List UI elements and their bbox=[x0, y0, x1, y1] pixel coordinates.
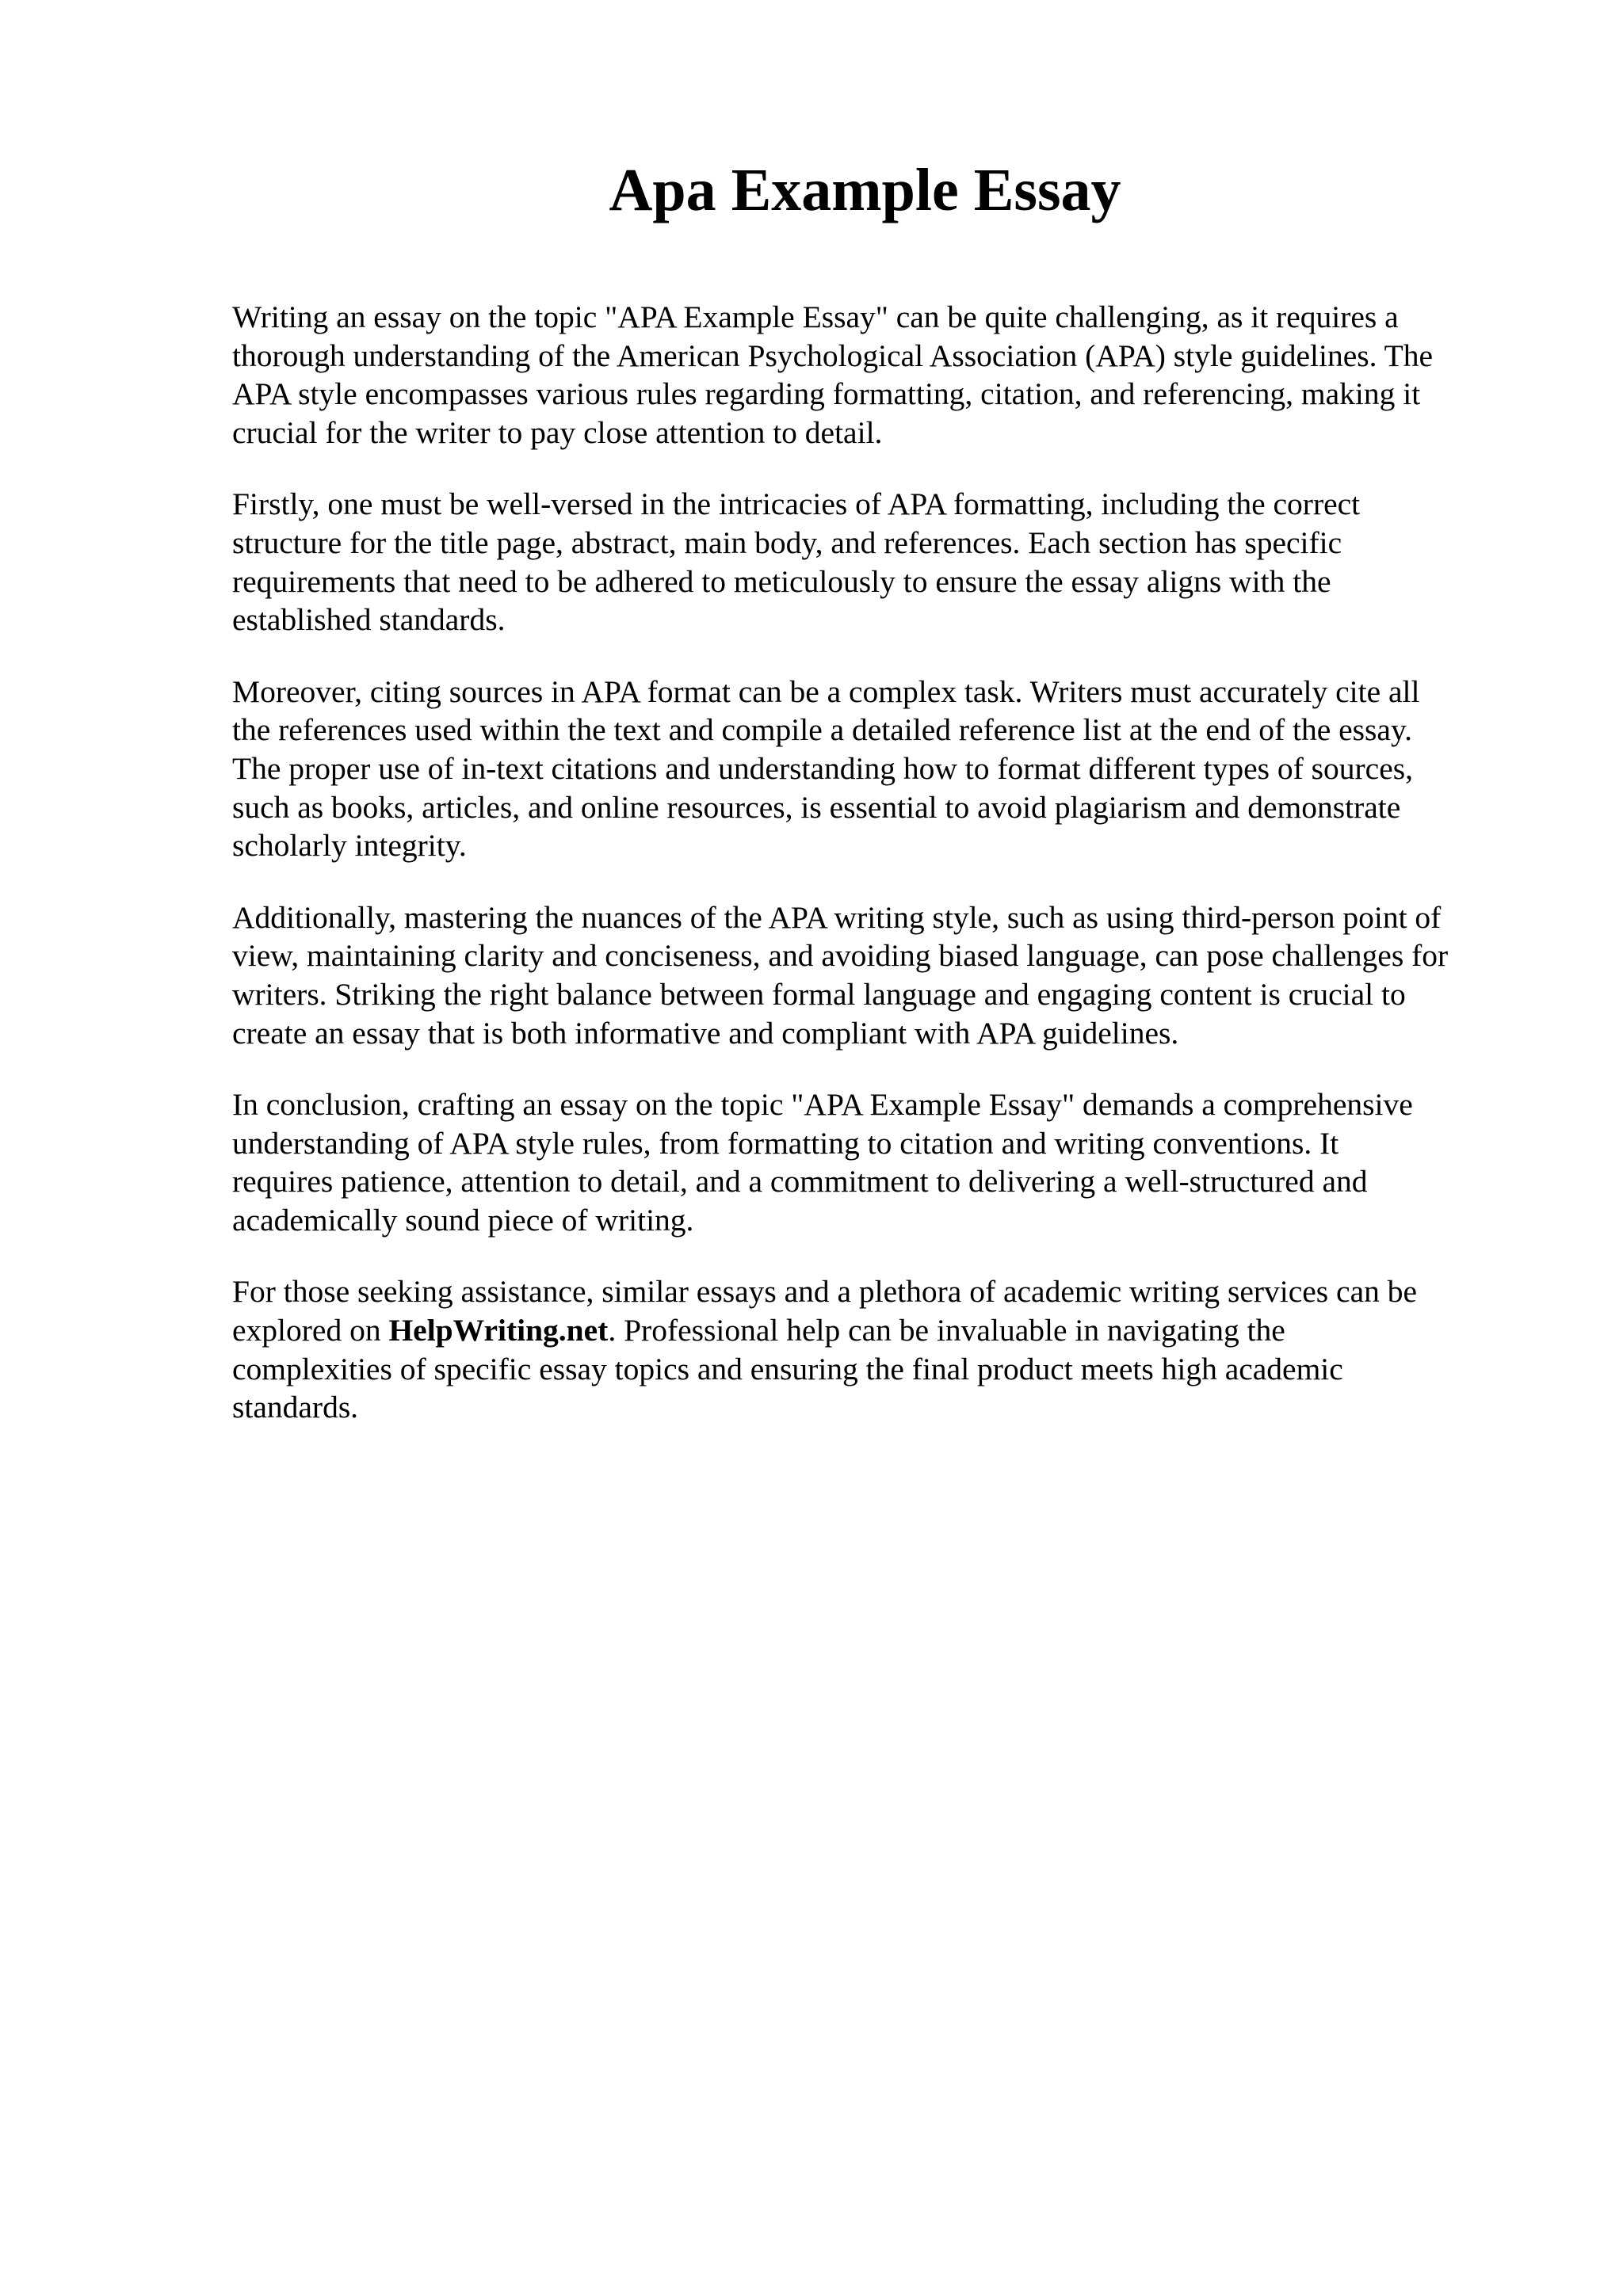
text-line: academically sound piece of writing. bbox=[232, 1202, 694, 1238]
text-line: scholarly integrity. bbox=[232, 828, 467, 864]
document-body bbox=[232, 298, 1532, 1460]
text-line: the references used within the text and compile a detailed reference list at the end of the essay. bbox=[232, 712, 1413, 748]
text-line: The proper use of in-text citations and understanding how to format different types of sources, bbox=[232, 750, 1413, 786]
text-line: view, maintaining clarity and conciseness, and avoiding biased language, can pose challenges for bbox=[232, 938, 1449, 974]
text-line-with-link bbox=[232, 1311, 1532, 1350]
text-line: understanding of APA style rules, from formatting to citation and writing conventions. It bbox=[232, 1125, 1339, 1161]
text-line: In conclusion, crafting an essay on the topic "APA Example Essay" demands a comprehensive bbox=[232, 1087, 1413, 1123]
text-line: APA style encompasses various rules regarding formatting, citation, and referencing, making it bbox=[232, 376, 1421, 412]
text-line: complexities of specific essay topics and ensuring the final product meets high academic bbox=[232, 1351, 1343, 1386]
text-line: Writing an essay on the topic "APA Example Essay" can be quite challenging, as it requires a bbox=[232, 299, 1399, 334]
text-line: requires patience, attention to detail, and a commitment to delivering a well-structured and bbox=[232, 1164, 1368, 1199]
text-line: standards. bbox=[232, 1390, 359, 1425]
text-line: established standards. bbox=[232, 602, 506, 638]
text-line: writers. Striking the right balance between formal language and engaging content is crucial to bbox=[232, 976, 1406, 1012]
text-line: For those seeking assistance, similar essays and a plethora of academic writing services can be bbox=[232, 1274, 1418, 1310]
text-line: create an essay that is both informative and compliant with APA guidelines. bbox=[232, 1015, 1179, 1051]
text-fragment: . Professional help can be invaluable in navigating the bbox=[608, 1313, 1285, 1348]
paragraph-conclusion bbox=[232, 1085, 1532, 1239]
text-line: requirements that need to be adhered to meticulously to ensure the essay aligns with the bbox=[232, 563, 1331, 599]
helpwriting-link[interactable]: HelpWriting.net bbox=[388, 1313, 609, 1348]
text-line: thorough understanding of the American Psychological Association (APA) style guidelines. The bbox=[232, 338, 1434, 373]
document-title: Apa Example Essay bbox=[609, 157, 1121, 223]
paragraph-formatting bbox=[232, 485, 1532, 639]
text-fragment: explored on bbox=[232, 1313, 389, 1348]
paragraph-style bbox=[232, 898, 1532, 1052]
text-line: such as books, articles, and online resources, is essential to avoid plagiarism and demonstrate bbox=[232, 789, 1401, 825]
paragraph-intro bbox=[232, 298, 1532, 452]
text-line: Moreover, citing sources in APA format can be a complex task. Writers must accurately cite all bbox=[232, 673, 1420, 709]
text-line: crucial for the writer to pay close attention to detail. bbox=[232, 414, 883, 450]
text-line: Additionally, mastering the nuances of the APA writing style, such as using third-person point of bbox=[232, 899, 1442, 935]
paragraph-citing bbox=[232, 673, 1532, 865]
paragraph-closing bbox=[232, 1272, 1532, 1426]
text-line: Firstly, one must be well-versed in the intricacies of APA formatting, including the correct bbox=[232, 486, 1361, 522]
text-line: structure for the title page, abstract, main body, and references. Each section has specific bbox=[232, 524, 1342, 560]
